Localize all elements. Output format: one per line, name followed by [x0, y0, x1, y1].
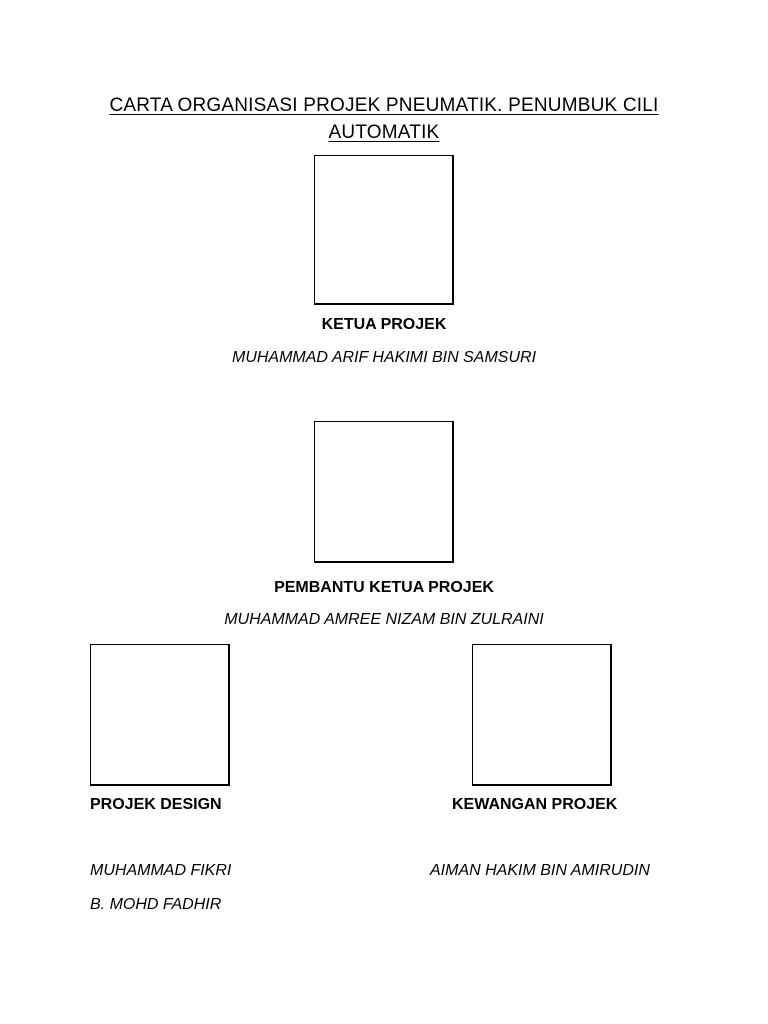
- pembantu-name: MUHAMMAD AMREE NIZAM BIN ZULRAINI: [224, 611, 544, 628]
- pembantu-photo-box: [314, 421, 454, 563]
- document-title: [60, 92, 708, 146]
- title-line-2: AUTOMATIK: [328, 122, 440, 143]
- kewangan-photo-box: [472, 644, 612, 786]
- design-name-line-2: B. MOHD FADHIR: [90, 896, 222, 913]
- ketua-role-label: KETUA PROJEK: [321, 316, 447, 333]
- ketua-photo-box: [314, 155, 454, 305]
- ketua-name: MUHAMMAD ARIF HAKIMI BIN SAMSURI: [231, 349, 537, 366]
- pembantu-role-label: PEMBANTU KETUA PROJEK: [274, 579, 494, 596]
- design-photo-box: [90, 644, 230, 786]
- kewangan-name: AIMAN HAKIM BIN AMIRUDIN: [430, 862, 650, 879]
- title-line-1: CARTA ORGANISASI PROJEK PNEUMATIK. PENUMBUK CILI: [109, 95, 659, 116]
- kewangan-role-label: KEWANGAN PROJEK: [452, 796, 618, 813]
- design-name-line-1: MUHAMMAD FIKRI: [90, 862, 232, 879]
- design-role-label: PROJEK DESIGN: [90, 796, 222, 813]
